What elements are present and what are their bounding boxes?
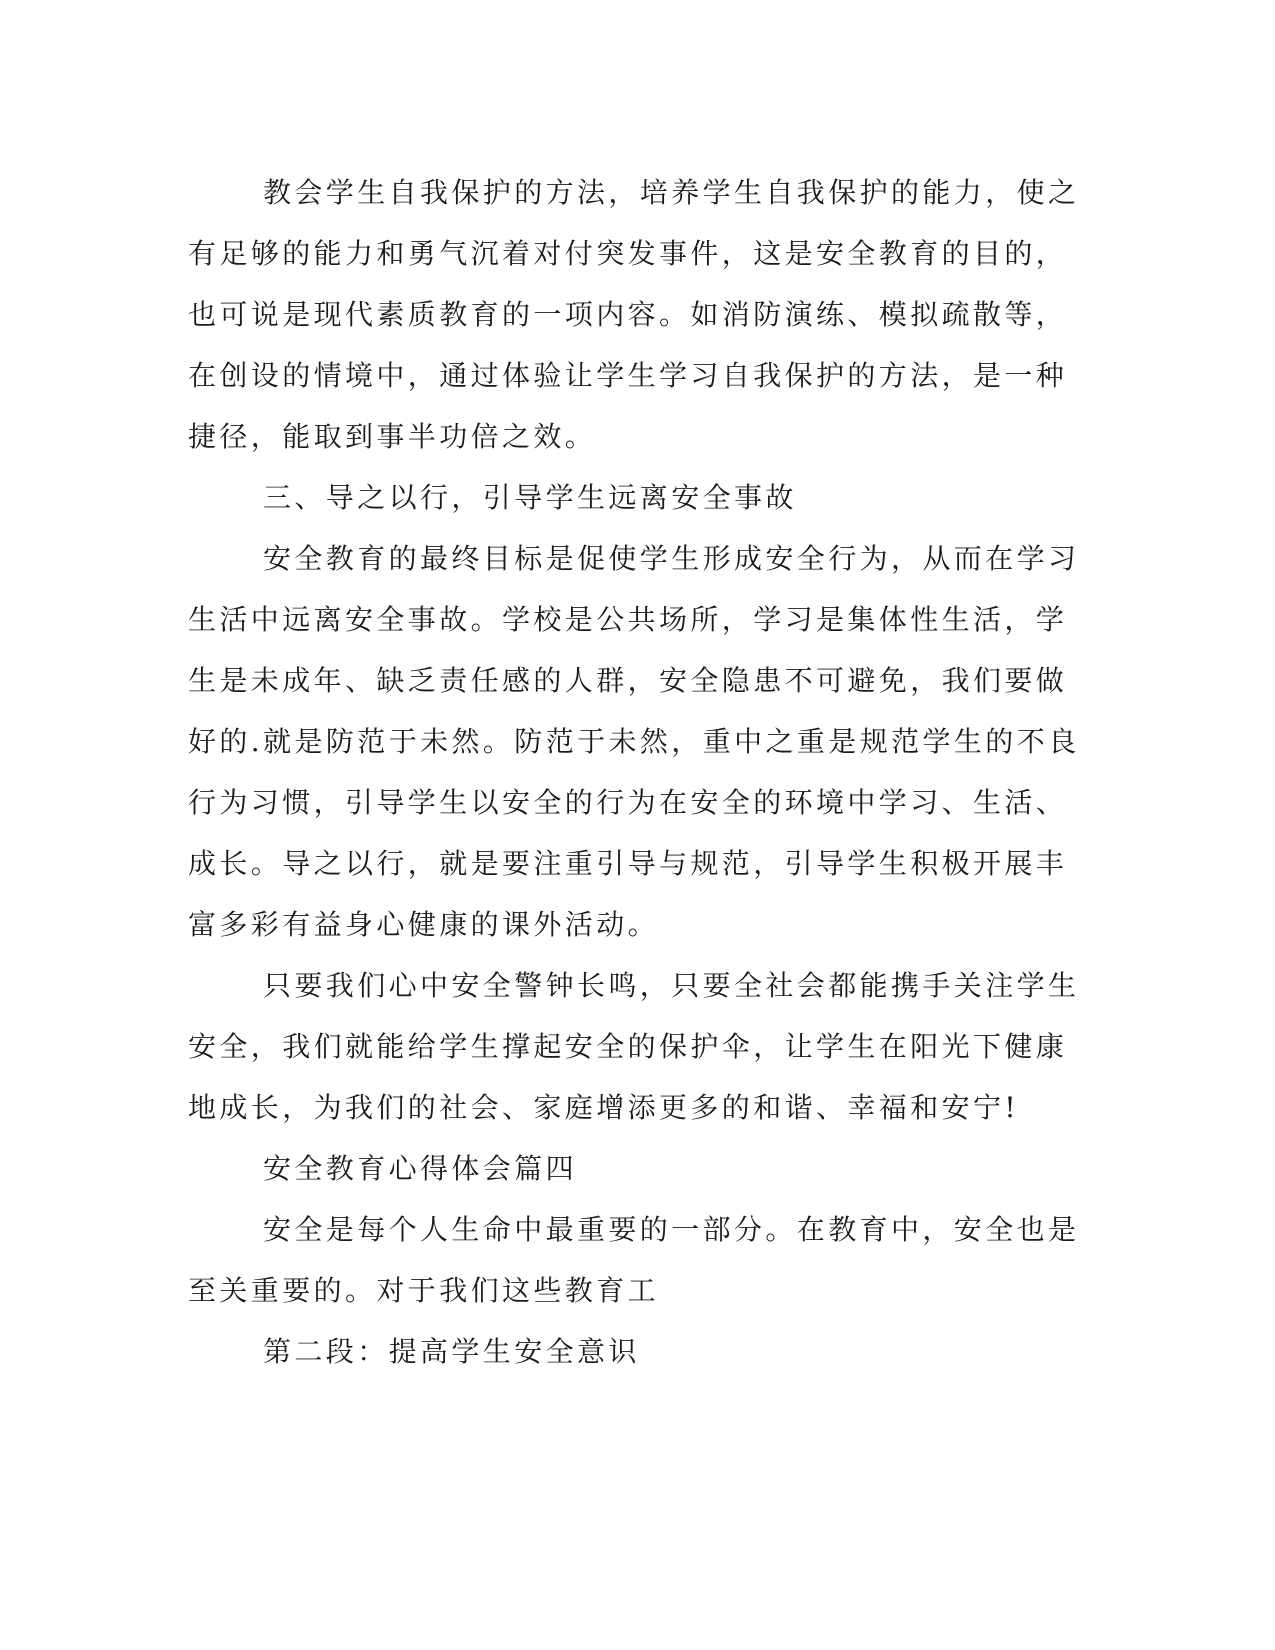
paragraph-safety-importance: 安全是每个人生命中最重要的一部分。在教育中，安全也是至关重要的。对于我们这些教育工 xyxy=(188,1213,1080,1307)
section-heading-second: 第二段：提高学生安全意识 xyxy=(263,1335,640,1368)
paragraph-self-protection: 教会学生自我保护的方法，培养学生自我保护的能力，使之有足够的能力和勇气沉着对付突发事件，这是安全教育的目的，也可说是现代素质教育的一项内容。如消防演练、模拟疏散等，在创设的情境中，通过体验让学生学习自我保护的方法，是一种捷径，能取到事半功倍之效。 xyxy=(188,176,1080,453)
paragraph-alarm-bell: 只要我们心中安全警钟长鸣，只要全社会都能携手关注学生安全，我们就能给学生撑起安全的保护伞，让学生在阳光下健康地成长，为我们的社会、家庭增添更多的和谐、幸福和安宁! xyxy=(188,969,1080,1124)
document-body xyxy=(188,162,1086,1382)
section-heading-three: 三、导之以行，引导学生远离安全事故 xyxy=(263,481,797,514)
article-title-part-four: 安全教育心得体会篇四 xyxy=(263,1152,578,1185)
paragraph-safety-behavior: 安全教育的最终目标是促使学生形成安全行为，从而在学习生活中远离安全事故。学校是公共场所，学习是集体性生活，学生是未成年、缺乏责任感的人群，安全隐患不可避免，我们要做好的.就是防范于未然。防范于未然，重中之重是规范学生的不良行为习惯，引导学生以安全的行为在安全的环境中学习、生活、成长。导之以行，就是要注重引导与规范，引导学生积极开展丰富多彩有益身心健康的课外活动。 xyxy=(188,542,1080,941)
